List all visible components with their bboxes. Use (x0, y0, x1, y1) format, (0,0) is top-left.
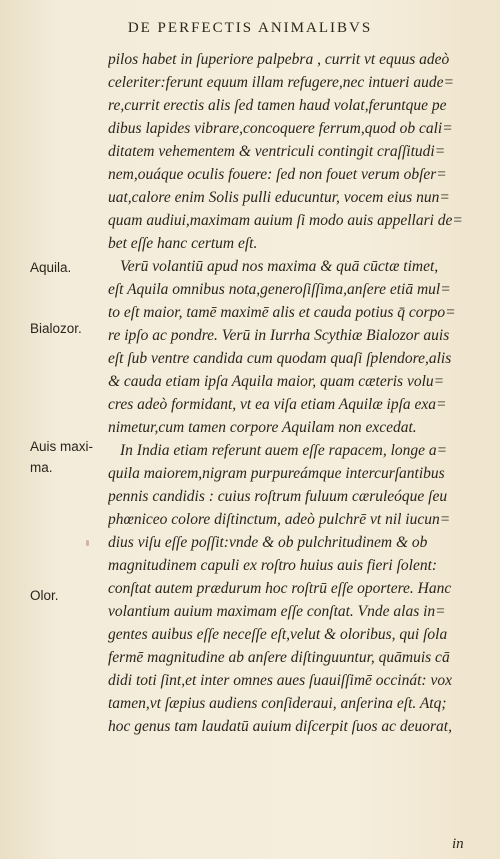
text-line: dibus lapides vibrare,concoquere ferrum,quod ob cali= (108, 120, 453, 137)
margin-note-aquila: Aquila. (30, 260, 72, 275)
text-line: & cauda etiam ipſa Aquila maior, quam cæteris volu= (108, 373, 445, 390)
text-line: quila maiorem,nigram purpureámque intercurſantibus (108, 465, 445, 482)
margin-note-auis-maxima-cont: ma. (30, 460, 53, 475)
text-line: tamen,vt ſæpius audiens conſideraui, anſerina eſt. Atq; (108, 695, 447, 712)
text-line: In India etiam referunt auem eſſe rapacem, longe a= (120, 442, 448, 459)
text-line: quam audiui,maximam auium ſi modo auis appellari de= (108, 212, 463, 229)
text-line: cres adeò formidant, vt ea viſa etiam Aquilæ ipſa exa= (108, 396, 447, 413)
text-line: bet eſſe hanc certum eſt. (108, 235, 258, 252)
text-line: re ipſo ac pondre. Verū in Iurrha Scythiæ Bialozor auis (108, 327, 450, 344)
text-line: fermē magnitudine ab anſere diſtinguuntur, quāmuis cā (108, 649, 450, 666)
text-line: pennis candidis : cuius roſtrum fuluum cæruleóque ſeu (108, 488, 448, 505)
text-line: magnitudinem capuli ex roſtro huius auis fieri ſolent: (108, 557, 438, 574)
margin-note-auis-maxima: Auis maxi- (30, 439, 94, 454)
text-line: volantium auium maximam eſſe conſtat. Vnde alas in= (108, 603, 446, 620)
paper-stain (86, 540, 89, 546)
text-line: Verū volantiū apud nos maxima & quā cūctæ timet, (120, 258, 439, 275)
text-line: eſt ſub ventre candida cum quodam quaſi ſplendore,alis (108, 350, 452, 367)
text-line: conſtat autem prædurum hoc roſtrū eſſe oportere. Hanc (108, 580, 452, 597)
text-line: gentes auibus eſſe neceſſe eſt,velut & oloribus, qui ſola (108, 626, 448, 643)
text-line: celeriter:ferunt equum illam refugere,nec intueri aude= (108, 74, 454, 91)
text-line: nimetur,cum tamen corpore Aquilam non excedat. (108, 419, 417, 436)
margin-note-olor: Olor. (30, 588, 59, 603)
text-line: pilos habet in ſuperiore palpebra , currit vt equus adeò (108, 51, 450, 68)
text-line: dius viſu eſſe poſſit:vnde & ob pulchritudinem & ob (108, 534, 428, 551)
margin-note-bialozor: Bialozor. (30, 321, 82, 336)
text-line: phœniceo colore diſtinctum, adeò pulchrē vt nil iucun= (108, 511, 451, 528)
text-line: re,currit erectis alis ſed tamen haud volat,feruntque pe (108, 97, 447, 114)
text-line: to eſt maior, tamē maximē alis et cauda potius q̄ corpo= (108, 304, 456, 321)
text-line: hoc genus tam laudatū auium diſcerpit ſuos ac deuorat, (108, 718, 452, 735)
catchword: in (452, 836, 464, 852)
text-line: ditatem vehementem & ventriculi contingit craſſitudi= (108, 143, 446, 160)
text-line: nem,ouáque oculis fouere: ſed non fouet verum obſer= (108, 166, 447, 183)
running-header: DE PERFECTIS ANIMALIBVS (127, 20, 373, 36)
text-line: uat,calore enim Solis pulli educuntur, vocem eius nun= (108, 189, 450, 206)
text-line: eſt Aquila omnibus nota,generoſiſſima,anſere etiā mul= (108, 281, 451, 298)
text-line: didi toti ſint,et inter omnes aues ſuauiſſimē occinát: vox (108, 672, 452, 689)
